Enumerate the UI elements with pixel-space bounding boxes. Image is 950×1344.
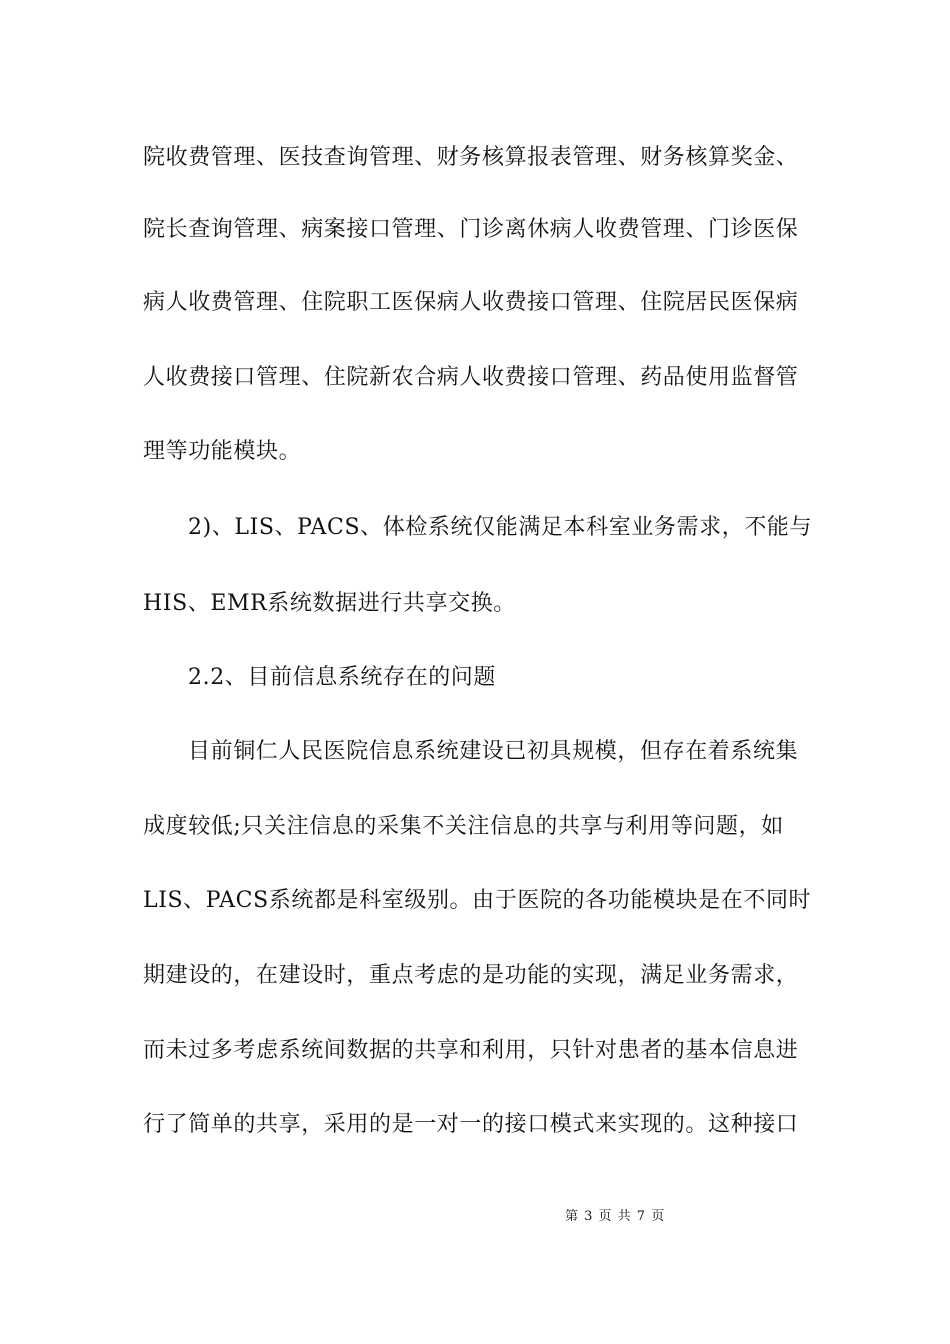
page-number-footer: 第 3 页 共 7 页 bbox=[565, 1209, 666, 1224]
paragraph-line: 院长查询管理、病案接口管理、门诊离休病人收费管理、门诊医保 bbox=[143, 217, 799, 242]
paragraph-line: 而未过多考虑系统间数据的共享和利用，只针对患者的基本信息进 bbox=[143, 1038, 799, 1063]
paragraph-line: 目前铜仁人民医院信息系统建设已初具规模，但存在着系统集 bbox=[188, 739, 799, 764]
paragraph-line: 2)、LIS、PACS、体检系统仅能满足本科室业务需求，不能与 bbox=[188, 515, 813, 540]
paragraph-line: 院收费管理、医技查询管理、财务核算报表管理、财务核算奖金、 bbox=[143, 145, 799, 170]
paragraph-line: 理等功能模块。 bbox=[143, 439, 302, 464]
paragraph-line: 行了简单的共享，采用的是一对一的接口模式来实现的。这种接口 bbox=[143, 1112, 799, 1137]
paragraph-line: 成度较低;只关注信息的采集不关注信息的共享与利用等问题，如 bbox=[143, 814, 784, 839]
paragraph-line: 人收费接口管理、住院新农合病人收费接口管理、药品使用监督管 bbox=[143, 365, 799, 390]
paragraph-line: 病人收费管理、住院职工医保病人收费接口管理、住院居民医保病 bbox=[143, 290, 799, 315]
paragraph-line: HIS、EMR系统数据进行共享交换。 bbox=[143, 591, 516, 616]
paragraph-line: LIS、PACS系统都是科室级别。由于医院的各功能模块是在不同时 bbox=[143, 888, 812, 913]
section-heading: 2.2、目前信息系统存在的问题 bbox=[188, 665, 496, 690]
paragraph-line: 期建设的，在建设时，重点考虑的是功能的实现，满足业务需求， bbox=[143, 963, 799, 988]
